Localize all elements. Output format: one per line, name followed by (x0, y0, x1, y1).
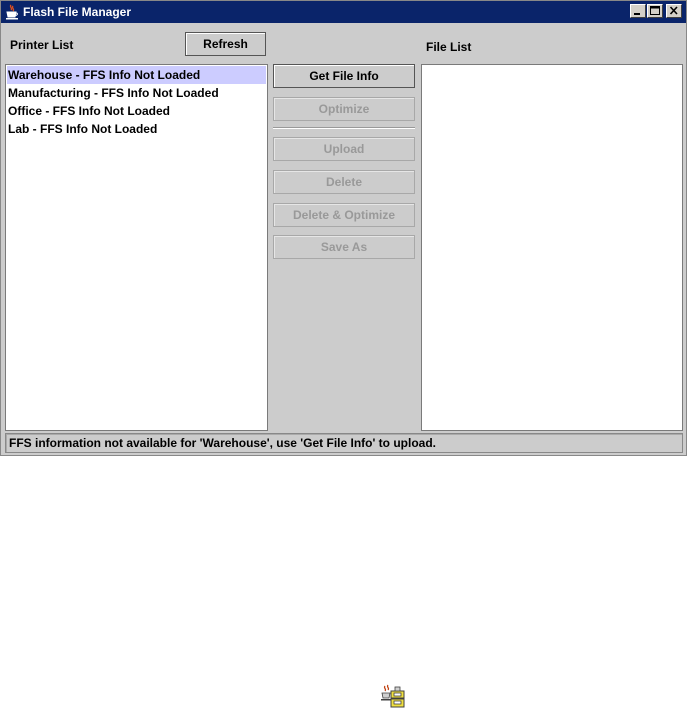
button-separator (273, 127, 415, 129)
save-as-button[interactable]: Save As (273, 235, 415, 259)
maximize-button[interactable] (647, 4, 663, 18)
status-bar: FFS information not available for 'Warehouse', use 'Get File Info' to upload. (5, 433, 683, 453)
upload-button[interactable]: Upload (273, 137, 415, 161)
printer-list-item-manufacturing[interactable]: Manufacturing - FFS Info Not Loaded (8, 86, 219, 100)
printer-list-label: Printer List (10, 38, 74, 52)
refresh-button[interactable]: Refresh (185, 32, 266, 56)
window-title: Flash File Manager (23, 5, 132, 19)
flash-file-manager-icon[interactable] (381, 683, 407, 709)
printer-list-item-lab[interactable]: Lab - FFS Info Not Loaded (8, 122, 158, 136)
delete-optimize-button[interactable]: Delete & Optimize (273, 203, 415, 227)
close-icon (667, 5, 681, 17)
get-file-info-button[interactable]: Get File Info (273, 64, 415, 88)
minimize-icon (631, 5, 645, 17)
java-cup-icon (5, 4, 19, 20)
printer-list[interactable] (5, 64, 268, 431)
close-button[interactable] (666, 4, 682, 18)
maximize-icon (648, 5, 662, 17)
printer-list-item-warehouse[interactable]: Warehouse - FFS Info Not Loaded (7, 66, 266, 84)
file-list-label: File List (426, 40, 472, 54)
minimize-button[interactable] (630, 4, 646, 18)
file-list[interactable] (421, 64, 683, 431)
delete-button[interactable]: Delete (273, 170, 415, 194)
title-bar[interactable] (1, 1, 686, 23)
printer-list-item-office[interactable]: Office - FFS Info Not Loaded (8, 104, 170, 118)
optimize-button[interactable]: Optimize (273, 97, 415, 121)
